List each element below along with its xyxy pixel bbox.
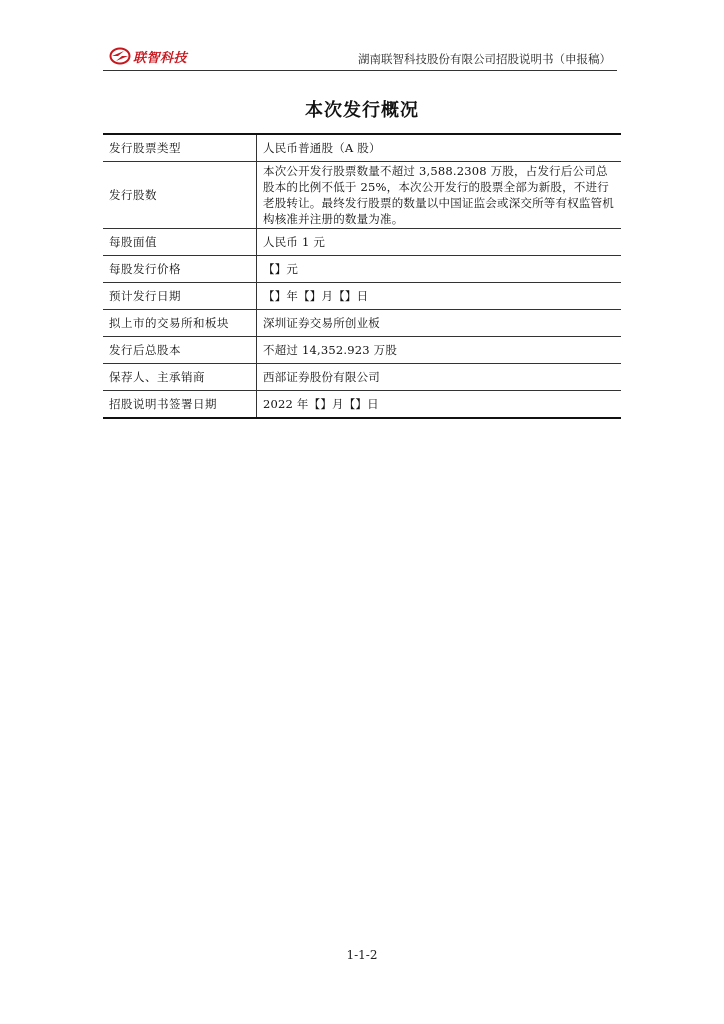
row-value-par-value: 人民币 1 元 xyxy=(257,229,622,256)
page-number: 1-1-2 xyxy=(346,948,378,962)
row-label-issue-price: 每股发行价格 xyxy=(103,256,257,283)
row-label-stock-type: 发行股票类型 xyxy=(103,134,257,162)
table-row xyxy=(103,310,621,337)
row-label-sponsor: 保荐人、主承销商 xyxy=(103,364,257,391)
table-row xyxy=(103,391,621,419)
logo-text: 联智科技 xyxy=(133,50,188,66)
offering-summary-table xyxy=(103,133,621,419)
table-row xyxy=(103,256,621,283)
row-value-signing-date: 2022 年【】月【】日 xyxy=(257,391,622,419)
row-label-par-value: 每股面值 xyxy=(103,229,257,256)
row-value-issue-date: 【】年【】月【】日 xyxy=(257,283,622,310)
row-value-stock-type: 人民币普通股（A 股） xyxy=(263,141,381,155)
header-document-title: 湖南联智科技股份有限公司招股说明书（申报稿） xyxy=(358,52,611,66)
company-logo-icon xyxy=(109,47,131,65)
table-row xyxy=(103,364,621,391)
row-label-signing-date: 招股说明书签署日期 xyxy=(103,391,257,419)
page-header xyxy=(103,42,617,71)
table-row xyxy=(103,162,621,229)
row-label-total-shares: 发行后总股本 xyxy=(103,337,257,364)
row-value-issue-price: 【】元 xyxy=(257,256,622,283)
table-row xyxy=(103,229,621,256)
page-title: 本次发行概况 xyxy=(305,100,419,121)
table-row xyxy=(103,337,621,364)
row-value-exchange: 深圳证券交易所创业板 xyxy=(257,310,622,337)
table-row xyxy=(103,134,621,162)
row-value-share-count: 本次公开发行股票数量不超过 3,588.2308 万股，占发行后公司总股本的比例不低于 25%，本次公开发行的股票全部为新股，不进行老股转让。最终发行股票的数量以中国证监会或深交所等有权监管机构核准并注册的数量为准。 xyxy=(257,162,622,229)
row-label-share-count: 发行股数 xyxy=(103,162,257,229)
row-value-sponsor: 西部证券股份有限公司 xyxy=(257,364,622,391)
row-label-issue-date: 预计发行日期 xyxy=(103,283,257,310)
row-value-total-shares: 不超过 14,352.923 万股 xyxy=(257,337,622,364)
company-logo xyxy=(109,46,187,66)
row-label-exchange: 拟上市的交易所和板块 xyxy=(103,310,257,337)
table-row xyxy=(103,283,621,310)
